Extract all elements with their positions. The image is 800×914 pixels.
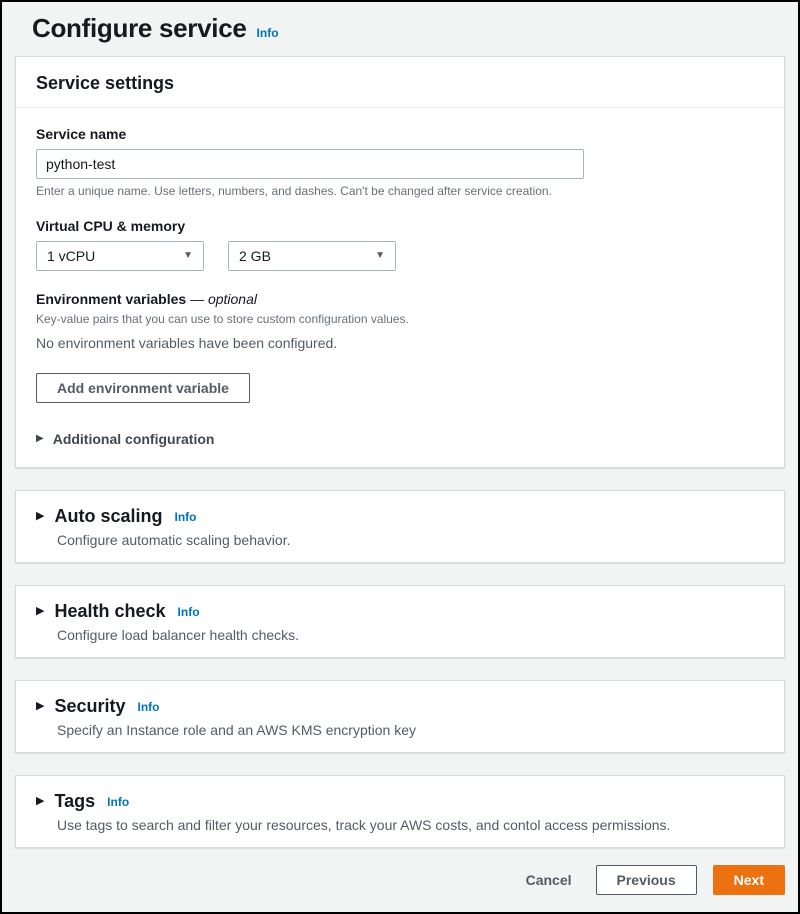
service-settings-body bbox=[16, 108, 784, 467]
cpu-selected-value: 1 vCPU bbox=[47, 248, 96, 264]
tags-expander[interactable] bbox=[36, 791, 764, 812]
add-environment-variable-button[interactable]: Add environment variable bbox=[36, 373, 250, 403]
page-info-link[interactable]: Info bbox=[256, 26, 279, 40]
env-vars-help: Key-value pairs that you can use to store custom configuration values. bbox=[36, 312, 409, 326]
service-name-help: Enter a unique name. Use letters, numbers, and dashes. Can't be changed after service creation. bbox=[36, 184, 552, 198]
security-card bbox=[15, 680, 785, 753]
health-check-expander[interactable] bbox=[36, 601, 764, 622]
page-header bbox=[2, 2, 798, 56]
service-settings-title-bar bbox=[16, 57, 784, 108]
cpu-memory-group bbox=[36, 218, 764, 271]
caret-right-icon: ▶ bbox=[36, 510, 45, 522]
env-vars-empty-message: No environment variables have been configured. bbox=[36, 335, 338, 351]
security-expander[interactable] bbox=[36, 696, 764, 717]
memory-select[interactable] bbox=[228, 241, 396, 271]
tags-title: Tags bbox=[54, 791, 96, 811]
service-name-label: Service name bbox=[36, 126, 127, 142]
caret-right-icon: ▶ bbox=[36, 605, 45, 617]
tags-description: Use tags to search and filter your resources, track your AWS costs, and contol access permissions. bbox=[57, 817, 671, 833]
env-vars-separator: — bbox=[190, 291, 205, 307]
caret-down-icon: ▼ bbox=[183, 250, 193, 261]
additional-configuration-label: Additional configuration bbox=[52, 431, 215, 447]
page-title: Configure service bbox=[32, 13, 247, 43]
additional-configuration-expander[interactable] bbox=[36, 431, 764, 447]
service-settings-card bbox=[15, 56, 785, 468]
previous-button[interactable]: Previous bbox=[596, 865, 697, 895]
tags-card bbox=[15, 775, 785, 848]
auto-scaling-info-link[interactable]: Info bbox=[174, 509, 197, 524]
env-vars-optional-label: optional bbox=[207, 291, 257, 307]
env-vars-label: Environment variables bbox=[36, 291, 187, 307]
cpu-select[interactable] bbox=[36, 241, 204, 271]
auto-scaling-description: Configure automatic scaling behavior. bbox=[57, 532, 291, 548]
memory-selected-value: 2 GB bbox=[239, 248, 271, 264]
tags-info-link[interactable]: Info bbox=[107, 794, 130, 809]
wizard-footer bbox=[15, 865, 785, 895]
auto-scaling-title: Auto scaling bbox=[54, 506, 163, 526]
security-description: Specify an Instance role and an AWS KMS encryption key bbox=[57, 722, 417, 738]
health-check-description: Configure load balancer health checks. bbox=[57, 627, 300, 643]
caret-right-icon: ▶ bbox=[36, 433, 44, 444]
health-check-title: Health check bbox=[54, 601, 166, 621]
env-vars-label-row bbox=[36, 291, 764, 307]
security-title: Security bbox=[54, 696, 126, 716]
cpu-memory-label: Virtual CPU & memory bbox=[36, 218, 186, 234]
service-settings-title: Service settings bbox=[36, 73, 175, 93]
service-name-group bbox=[36, 126, 764, 198]
security-info-link[interactable]: Info bbox=[137, 699, 160, 714]
health-check-info-link[interactable]: Info bbox=[177, 604, 200, 619]
caret-right-icon: ▶ bbox=[36, 795, 45, 807]
caret-down-icon: ▼ bbox=[375, 250, 385, 261]
cancel-button[interactable]: Cancel bbox=[518, 866, 580, 894]
auto-scaling-card bbox=[15, 490, 785, 563]
health-check-card bbox=[15, 585, 785, 658]
next-button[interactable]: Next bbox=[713, 865, 785, 895]
service-name-input[interactable] bbox=[36, 149, 584, 179]
env-vars-group bbox=[36, 291, 764, 403]
auto-scaling-expander[interactable] bbox=[36, 506, 764, 527]
caret-right-icon: ▶ bbox=[36, 700, 45, 712]
cpu-memory-select-row bbox=[36, 241, 764, 271]
